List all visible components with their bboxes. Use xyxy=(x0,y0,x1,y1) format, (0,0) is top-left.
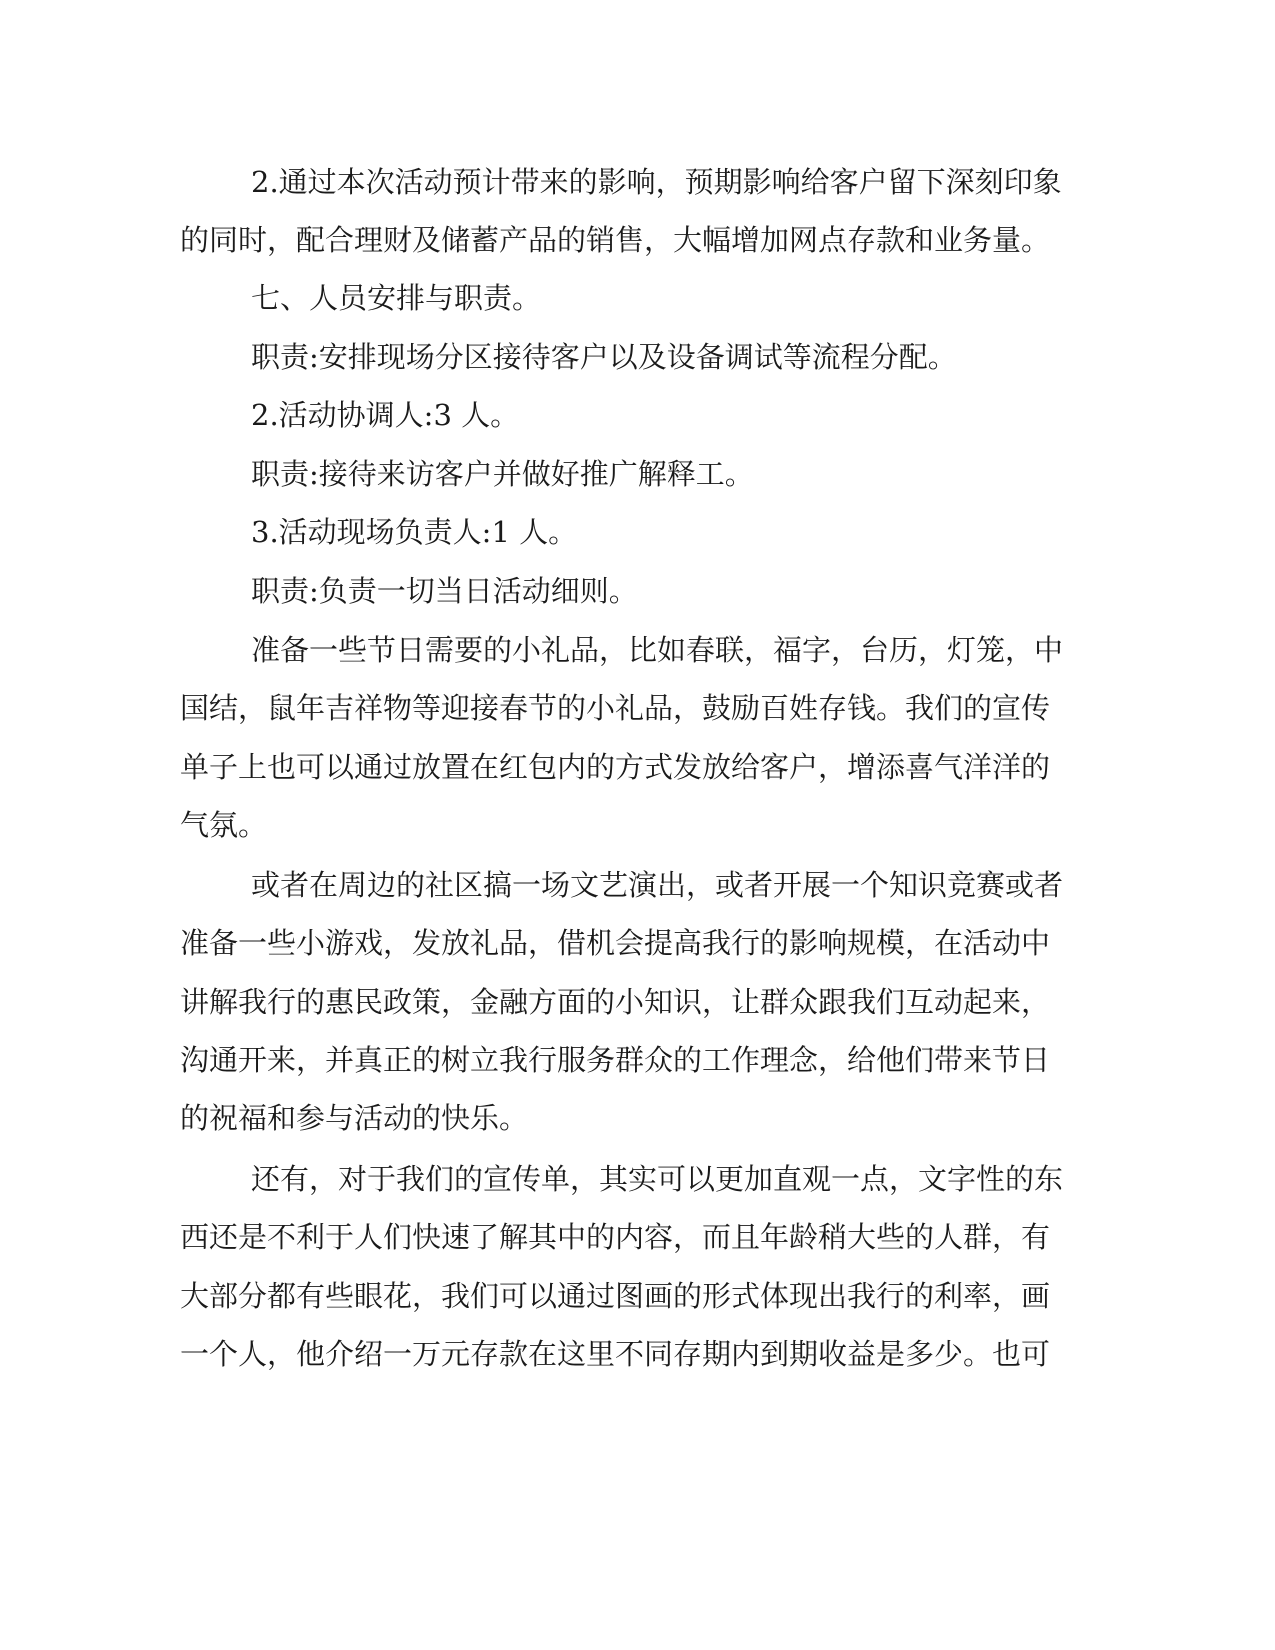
text-line: 国结，鼠年吉祥物等迎接春节的小礼品，鼓励百姓存钱。我们的宣传 xyxy=(180,691,1051,725)
text-line: 职责:安排现场分区接待客户以及设备调试等流程分配。 xyxy=(251,340,957,374)
text-line: 准备一些小游戏，发放礼品，借机会提高我行的影响规模，在活动中 xyxy=(180,926,1051,960)
text-line: 还有，对于我们的宣传单，其实可以更加直观一点，文字性的东 xyxy=(251,1162,1064,1196)
text-line: 一个人，他介绍一万元存款在这里不同存期内到期收益是多少。也可 xyxy=(180,1337,1051,1371)
text-line: 沟通开来，并真正的树立我行服务群众的工作理念，给他们带来节日 xyxy=(180,1043,1051,1077)
text-line: 或者在周边的社区搞一场文艺演出，或者开展一个知识竞赛或者 xyxy=(251,868,1064,902)
text-line: 西还是不利于人们快速了解其中的内容，而且年龄稍大些的人群，有 xyxy=(180,1220,1051,1254)
text-line: 的同时，配合理财及储蓄产品的销售，大幅增加网点存款和业务量。 xyxy=(180,223,1051,257)
text-line: 准备一些节日需要的小礼品，比如春联，福字，台历，灯笼，中 xyxy=(251,633,1064,667)
text-line: 2.活动协调人:3 人。 xyxy=(251,398,520,432)
text-line: 职责:接待来访客户并做好推广解释工。 xyxy=(251,457,754,491)
text-line: 3.活动现场负责人:1 人。 xyxy=(251,515,578,549)
text-line: 大部分都有些眼花，我们可以通过图画的形式体现出我行的利率，画 xyxy=(180,1279,1051,1313)
text-line: 气氛。 xyxy=(180,808,268,842)
text-line: 2.通过本次活动预计带来的影响，预期影响给客户留下深刻印象 xyxy=(251,165,1062,199)
text-line: 讲解我行的惠民政策，金融方面的小知识，让群众跟我们互动起来， xyxy=(180,985,1051,1019)
text-line: 单子上也可以通过放置在红包内的方式发放给客户，增添喜气洋洋的 xyxy=(180,750,1051,784)
text-line: 职责:负责一切当日活动细则。 xyxy=(251,574,638,608)
text-line: 的祝福和参与活动的快乐。 xyxy=(180,1101,529,1135)
section-heading: 七、人员安排与职责。 xyxy=(251,281,542,315)
